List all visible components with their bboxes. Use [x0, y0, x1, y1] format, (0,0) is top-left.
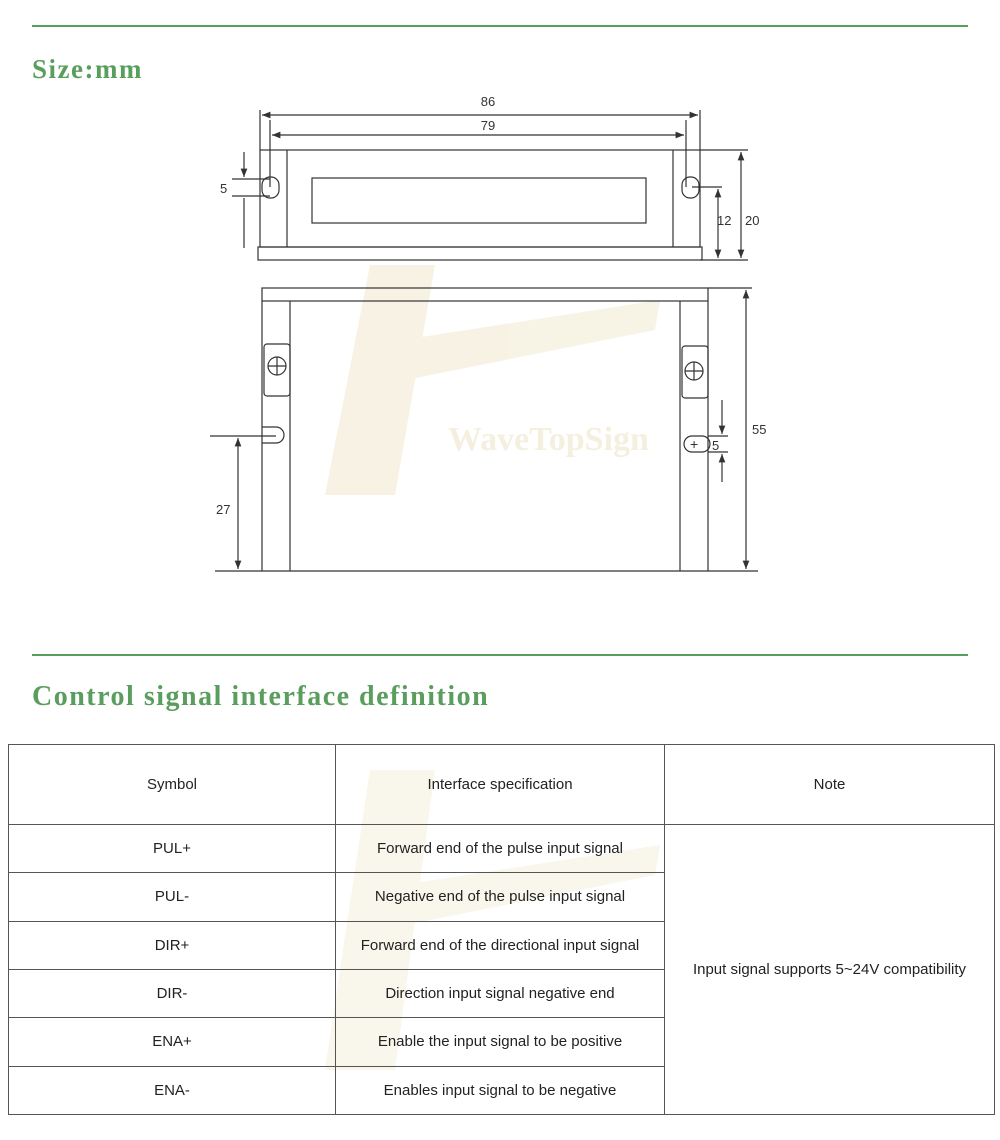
interface-section-title: Control signal interface definition — [32, 681, 490, 712]
header-note: Note — [665, 745, 995, 825]
top-divider — [32, 25, 968, 27]
dim-55: 55 — [752, 422, 767, 437]
spec-cell: Forward end of the directional input signal — [336, 921, 665, 969]
table-row — [9, 825, 995, 873]
dim-5-top: 5 — [220, 181, 228, 196]
symbol-cell: DIR- — [9, 969, 336, 1017]
plus-marker: + — [690, 436, 699, 452]
symbol-cell: ENA- — [9, 1066, 336, 1114]
dim-20: 20 — [745, 213, 760, 228]
dimension-drawing — [0, 80, 1000, 600]
watermark-logo — [325, 265, 660, 495]
spec-cell: Negative end of the pulse input signal — [336, 873, 665, 921]
dim-27: 27 — [216, 502, 231, 517]
dim-86: 86 — [480, 94, 496, 109]
header-symbol: Symbol — [9, 745, 336, 825]
dim-79: 79 — [480, 118, 496, 133]
symbol-cell: PUL- — [9, 873, 336, 921]
symbol-cell: PUL+ — [9, 825, 336, 873]
size-section-title: Size:mm — [32, 54, 143, 84]
watermark-text: WaveTopSign — [448, 421, 649, 458]
symbol-cell: DIR+ — [9, 921, 336, 969]
symbol-cell: ENA+ — [9, 1018, 336, 1066]
note-cell: Input signal supports 5~24V compatibility — [665, 825, 995, 1115]
dim-12: 12 — [717, 213, 732, 228]
spec-cell: Forward end of the pulse input signal — [336, 825, 665, 873]
top-view — [258, 150, 702, 260]
interface-table — [8, 744, 995, 1115]
header-spec: Interface specification — [336, 745, 665, 825]
spec-cell: Enables input signal to be negative — [336, 1066, 665, 1114]
table-header-row — [9, 745, 995, 825]
dim-5-side: 5 — [712, 438, 720, 453]
spec-cell: Enable the input signal to be positive — [336, 1018, 665, 1066]
middle-divider — [32, 654, 968, 656]
spec-cell: Direction input signal negative end — [336, 969, 665, 1017]
